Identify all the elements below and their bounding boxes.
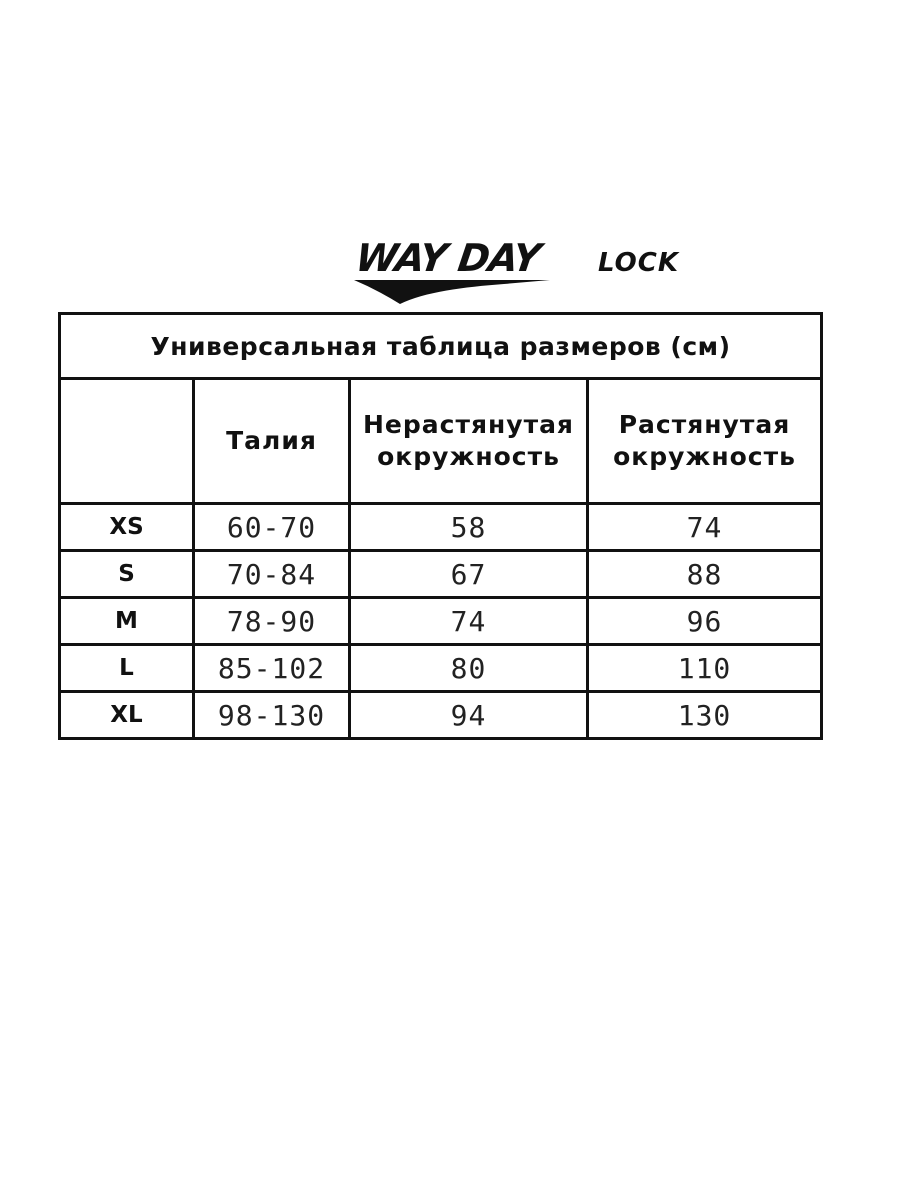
header-stretched-line-2: окружность xyxy=(613,442,796,471)
waist-cell: 85-102 xyxy=(194,645,350,692)
table-title-row xyxy=(60,314,822,379)
stretched-cell: 88 xyxy=(588,551,822,598)
waist-cell: 78-90 xyxy=(194,598,350,645)
header-stretched xyxy=(588,379,822,504)
unstretched-cell: 74 xyxy=(350,598,588,645)
waist-cell: 70-84 xyxy=(194,551,350,598)
header-unstretched-line-2: окружность xyxy=(377,442,560,471)
stretched-cell: 96 xyxy=(588,598,822,645)
size-cell: L xyxy=(60,645,194,692)
header-waist-label: Талия xyxy=(226,426,317,455)
waist-cell: 60-70 xyxy=(194,504,350,551)
table-title: Универсальная таблица размеров (см) xyxy=(60,314,822,379)
waist-cell: 98-130 xyxy=(194,692,350,739)
table-row xyxy=(60,551,822,598)
table-row xyxy=(60,598,822,645)
stretched-cell: 110 xyxy=(588,645,822,692)
header-stretched-line-1: Растянутая xyxy=(618,410,791,439)
table-row xyxy=(60,504,822,551)
header-unstretched xyxy=(350,379,588,504)
sub-brand-name: LOCK xyxy=(598,248,679,278)
header-unstretched-line-1: Нерастянутая xyxy=(363,410,574,439)
size-cell: XS xyxy=(60,504,194,551)
brand-name: WAY DAY xyxy=(352,236,543,280)
size-cell: S xyxy=(60,551,194,598)
stretched-cell: 130 xyxy=(588,692,822,739)
unstretched-cell: 80 xyxy=(350,645,588,692)
brand-header xyxy=(350,232,730,304)
size-cell: XL xyxy=(60,692,194,739)
table-header-row xyxy=(60,379,822,504)
way-day-logo xyxy=(350,232,550,304)
table-row xyxy=(60,645,822,692)
table-row xyxy=(60,692,822,739)
unstretched-cell: 67 xyxy=(350,551,588,598)
header-size-empty xyxy=(60,379,194,504)
header-waist xyxy=(194,379,350,504)
size-chart-table xyxy=(58,312,823,740)
stretched-cell: 74 xyxy=(588,504,822,551)
swoosh-icon xyxy=(354,278,550,304)
unstretched-cell: 94 xyxy=(350,692,588,739)
size-cell: M xyxy=(60,598,194,645)
unstretched-cell: 58 xyxy=(350,504,588,551)
